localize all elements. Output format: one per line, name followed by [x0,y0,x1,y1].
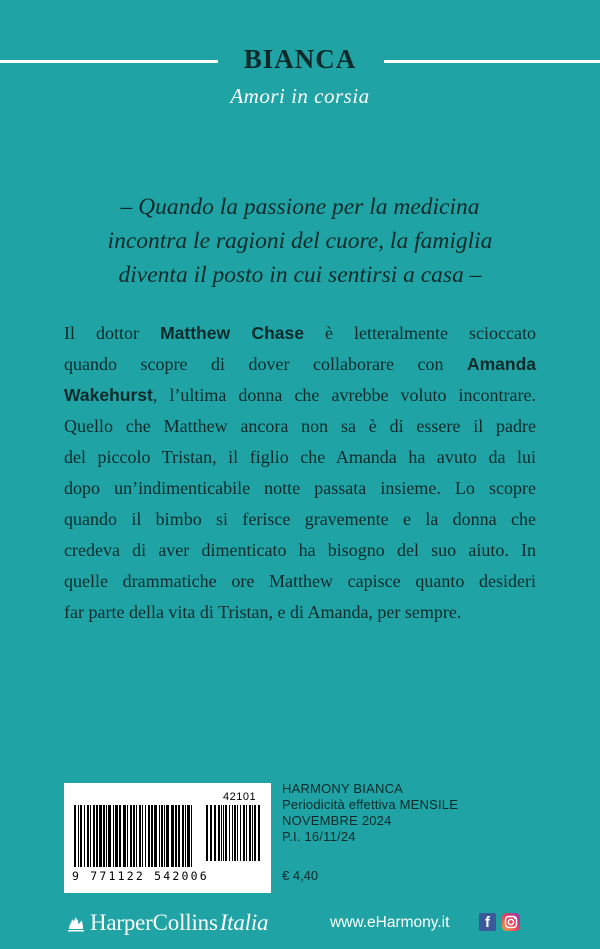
barcode-bar [127,805,128,867]
barcode-bar [90,805,91,867]
barcode-digits: 9 771122 542006 [72,869,209,883]
barcode-addon-bar [223,805,224,861]
tagline-line: diventa il posto in cui sentirsi a casa – [118,262,482,288]
barcode-bar [178,805,180,867]
website-link[interactable]: www.eHarmony.it [330,914,450,931]
barcode-bar [159,805,160,867]
barcode-bar [93,805,95,867]
barcode-bar [166,805,169,867]
publisher-country: Italia [219,910,269,935]
barcode-bar [171,805,174,867]
barcode-bar [133,805,135,867]
tagline-line: – Quando la passione per la medicina [120,194,480,220]
hero-name: Matthew Chase [160,323,304,343]
publisher-name: HarperCollinsItalia [90,910,269,935]
barcode-bar [185,805,186,867]
barcode-bar [80,805,82,867]
barcode-bar [87,805,89,867]
publisher-logo [66,908,268,938]
barcode-bar [142,805,143,867]
barcode-bar [108,805,111,867]
pub-info-line: P.I. 16/11/24 [282,829,356,844]
barcode-addon-bar [218,805,220,861]
blurb-line: quelle drammatiche ore Matthew capisce quanto desideri [64,571,536,591]
series-title: BIANCA [243,44,357,74]
barcode-bar [115,805,118,867]
publication-info [282,781,458,845]
barcode-addon-bar [232,805,233,861]
barcode-bar [175,805,177,867]
blurb-line: far parte della vita di Tristan, e di Amanda, per sempre. [64,602,462,622]
barcode-addon-number: 42101 [223,791,257,803]
barcode-bar [96,805,98,867]
instagram-icon[interactable] [502,913,520,931]
facebook-icon[interactable]: f [479,913,496,931]
barcode-addon-bar [249,805,251,861]
fire-books-logo-icon [66,914,86,932]
blurb [64,318,536,628]
blurb-line: del piccolo Tristan, il figlio che Amanda ha avuto da lui [64,447,536,467]
barcode-bar [99,805,102,867]
barcode-bar [130,805,132,867]
barcode-addon-bar [237,805,238,861]
barcode-bars [74,805,260,867]
barcode-addon-bar [214,805,216,861]
blurb-line: quando scopre di dover collaborare con Amanda [64,354,536,374]
barcode-bar [182,805,184,867]
barcode-bar [161,805,163,867]
barcode-bar [148,805,150,867]
heroine-first-name: Amanda [466,354,536,374]
barcode-bar [84,805,85,867]
blurb-line: Il dottor Matthew Chase è letteralmente scioccato [64,323,536,343]
barcode-addon-bar [258,805,260,861]
barcode-addon-bar [229,805,230,861]
barcode-addon-bar [221,805,222,861]
series-subtitle: Amori in corsia [230,84,370,108]
pub-info-line: HARMONY BIANCA [282,781,404,796]
blurb-line: quando il bimbo si ferisce gravemente e la donna che [64,509,536,529]
blurb-line: Wakehurst, l’ultima donna che avrebbe voluto incontrare. [64,385,536,405]
blurb-line: dopo un’indimenticabile notte passata insieme. Lo scopre [64,478,536,498]
barcode-bar [123,805,126,867]
barcode-bar [106,805,107,867]
pub-info-line: NOVEMBRE 2024 [282,813,392,828]
blurb-line: credeva di aver dimenticato ha bisogno del suo aiuto. In [64,540,536,560]
barcode-bar [151,805,153,867]
barcode-bar [78,805,79,867]
barcode-addon-bar [246,805,247,861]
barcode-bar [139,805,141,867]
barcode-bar [74,805,76,867]
blurb-line: Quello che Matthew ancora non sa è di essere il padre [64,416,536,436]
barcode-bar [119,805,121,867]
barcode-bar [103,805,105,867]
barcode-bar [154,805,157,867]
barcode-addon-bar [252,805,253,861]
barcode-bar [136,805,137,867]
barcode-bar [113,805,114,867]
barcode-addon-bar [225,805,227,861]
tagline-line: incontra le ragioni del cuore, la famiglia [107,228,493,254]
heroine-last-name: Wakehurst [64,385,153,405]
barcode-addon-bar [234,805,236,861]
barcode-bar [187,805,190,867]
tagline [60,190,540,292]
barcode-bar [191,805,192,867]
pub-info-line: Periodicità effettiva MENSILE [282,797,459,812]
price: € 4,40 [282,868,319,883]
barcode-addon-bar [254,805,256,861]
barcode-addon-bar [210,805,212,861]
barcode-addon-bar [243,805,245,861]
barcode [64,783,271,893]
barcode-addon-bar [240,805,241,861]
barcode-addon-bar [206,805,208,861]
barcode-bar [145,805,146,867]
barcode-bar [164,805,165,867]
